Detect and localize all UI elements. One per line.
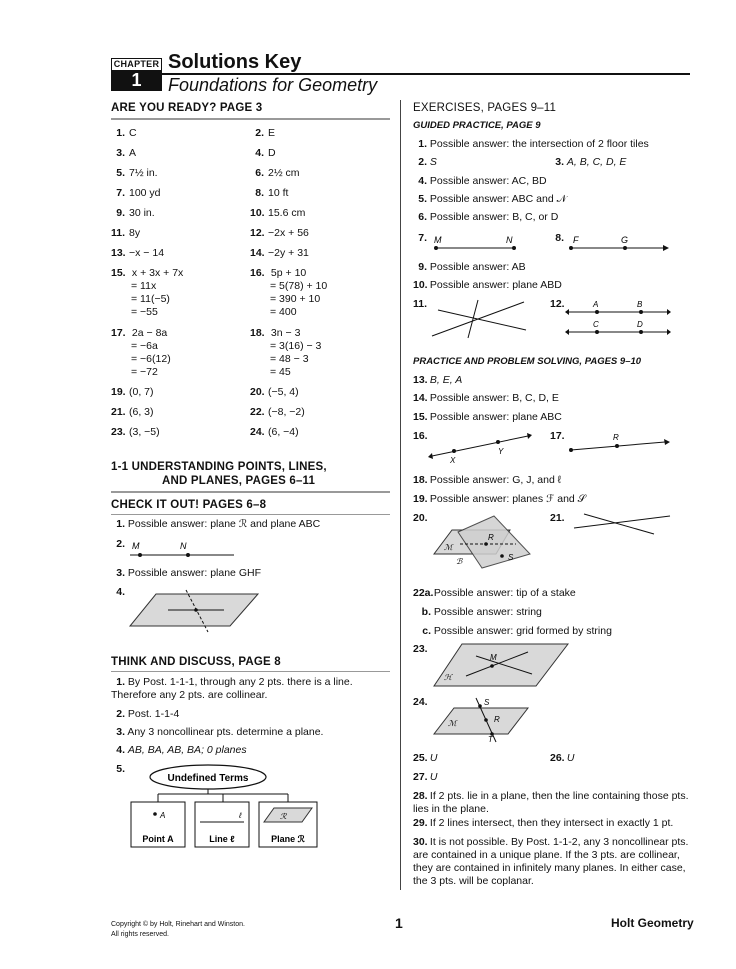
item-number: 19. [413,493,428,505]
answer-item [250,187,288,200]
answer-17 [111,327,171,379]
intersecting-lines-diagram [428,298,533,340]
ex-22b [413,606,542,619]
answer-text: 10 ft [268,187,289,199]
answer-text: Possible answer: grid formed by string [433,625,612,637]
answer-text: A [129,147,137,159]
ex-11 [413,298,427,311]
answer-item [250,127,275,140]
label-S: S [508,553,514,562]
item-number: 6. [418,211,427,223]
ex-3 [550,156,626,169]
item-number: 21. [550,512,565,524]
copyright-text: Copyright © by Holt, Rinehart and Winston. [111,921,245,928]
answer-text: 2½ cm [268,167,300,179]
item-number: 10. [413,279,428,291]
answer-item [250,426,299,439]
answer-line: = −6(12) [131,353,171,365]
guided-practice-title: GUIDED PRACTICE, PAGE 9 [413,120,541,131]
answer-text: −2x + 56 [268,227,309,239]
think-5 [111,763,125,776]
answer-line: 5p + 10 [270,267,307,279]
item-number: 7. [418,232,427,244]
item-number: 2. [418,156,427,168]
item-number: 16. [413,430,428,442]
label-script-B: ℬ [456,557,463,566]
item-number: 28. [413,790,428,802]
answer-text: Possible answer: G, J, and ℓ [429,474,562,486]
item-number: 3. [116,147,125,159]
check-4 [111,586,125,599]
ex-16 [413,430,427,443]
item-number: 12. [550,298,565,310]
answer-16 [250,267,327,319]
label-script-M: ℳ [448,719,457,728]
ex-26 [550,752,575,765]
answer-line: = 11x [131,280,157,292]
item-number: 6. [255,167,264,179]
item-number: 3. [555,156,564,168]
answer-text: −x − 14 [129,247,165,259]
line-mn-diagram [128,540,238,562]
item-number: 11. [111,227,126,239]
chapter-word: CHAPTER [113,59,160,69]
ex-6 [413,211,558,224]
answer-text: S [429,156,437,168]
item-number: 7. [116,187,125,199]
answer-item [250,207,305,220]
crossing-lines-diagram [570,510,675,536]
section-title-exercises: EXERCISES, PAGES 9–11 [413,102,557,114]
answer-item [111,187,161,200]
item-number: 4. [116,586,125,598]
answer-18 [250,327,321,379]
section-underline [111,491,390,493]
label-G: G [621,235,629,245]
item-number: c. [422,625,431,637]
answer-text: 100 yd [129,187,161,199]
answer-line: = 45 [270,366,291,378]
answer-text: Possible answer: plane ABD [429,279,562,291]
lesson-title-line-1: 1-1 UNDERSTANDING POINTS, LINES, [111,461,327,473]
answer-line: = −6a [131,340,158,352]
label-M: M [434,235,442,245]
label-script-H: ℋ [444,673,452,682]
item-number: 12. [250,227,265,239]
answer-text: Post. 1-1-4 [127,708,180,720]
item-number: 1. [116,127,125,139]
item-number: 23. [111,426,126,438]
answer-text: Possible answer: plane ℛ and plane ABC [127,518,321,530]
ray-fg-diagram [565,232,675,254]
ex-8 [550,232,564,245]
item-number: 15. [413,411,428,423]
label-X: X [450,456,456,465]
item-number: 18. [413,474,428,486]
rights-text: All rights reserved. [111,931,169,938]
ex-2 [413,156,437,169]
ex-14 [413,392,559,405]
think-3 [111,726,323,739]
item-number: 2. [116,708,125,720]
ex-1 [413,138,649,151]
ex-17 [550,430,564,443]
ex-25 [413,752,438,765]
item-number: 21. [111,406,126,418]
answer-text: Any 3 noncollinear pts. determine a plane. [127,726,324,738]
answer-text: U [566,752,575,764]
item-number: 11. [413,298,428,310]
answer-text: (−5, 4) [268,386,299,398]
answer-text: 7½ in. [129,167,158,179]
plane-h-diagram [432,642,572,690]
item-number: 30. [413,836,428,848]
label-R: R [613,433,619,442]
answer-text: Possible answer: string [433,606,542,618]
answer-text: C [129,127,137,139]
item-number: 25. [413,752,428,764]
answer-text: It is not possible. By Post. 1-1-2, any 3 noncollinear pts. are contained in a unique plane. If the 3 pts. are collinear, they are contained in infinitely many planes. In either case, the 3 pts. will be coplanar. [413,836,689,887]
ex-30 [413,836,693,888]
answer-text: Possible answer: planes ℱ and 𝒮 [429,493,586,505]
answer-text: Possible answer: B, C, D, E [429,392,559,404]
ex-12 [550,298,564,311]
item-number: 9. [116,207,125,219]
item-number: 23. [413,643,428,655]
item-number: b. [421,606,431,618]
item-number: 10. [250,207,265,219]
item-number: 29. [413,817,428,829]
item-number: 24. [413,696,428,708]
item-number: 4. [418,175,427,187]
ex-24 [413,696,427,709]
answer-item [250,147,276,160]
item-number: 9. [418,261,427,273]
label-T: T [488,735,493,744]
answer-text: (−8, −2) [268,406,305,418]
item-number: 26. [550,752,565,764]
answer-15 [111,267,183,319]
ex-21 [550,512,564,525]
item-number: 4. [255,147,264,159]
answer-text: By Post. 1-1-1, through any 2 pts. there is a line. Therefore any 2 pts. are collinear. [111,676,353,701]
answer-item [111,207,155,220]
answer-text: Possible answer: plane ABC [429,411,562,423]
answer-text: Possible answer: tip of a stake [433,587,576,599]
item-number: 24. [250,426,265,438]
ex-22a [413,587,576,600]
answer-item [250,247,309,260]
ex-15 [413,411,562,424]
item-number: 18. [250,327,265,339]
label-S: S [484,698,490,707]
section-underline [111,671,390,672]
page-title: Solutions Key [168,51,302,73]
label-F: F [573,235,579,245]
answer-text: U [429,771,438,783]
item-number: 5. [116,167,125,179]
answer-text: E [268,127,276,139]
page-subtitle: Foundations for Geometry [168,75,378,95]
think-1 [111,676,381,702]
item-number: 8. [255,187,264,199]
item-number: 14. [413,392,428,404]
answer-line: = −72 [131,366,158,378]
answer-line: = 3(16) − 3 [270,340,322,352]
item-number: 20. [413,512,428,524]
answer-item [250,386,299,399]
ex-19 [413,493,586,506]
label-R: R [488,533,494,542]
ex-13 [413,374,462,387]
item-number: 1. [116,676,125,688]
column-divider [400,100,401,890]
item-number: 1. [418,138,427,150]
answer-item [111,386,154,399]
item-number: 5. [418,193,427,205]
check-3 [111,567,261,580]
answer-text: AB, BA, AB, BA; 0 planes [127,744,247,756]
label-B: B [637,300,643,309]
plane-with-line-diagram [128,588,263,633]
answer-item [250,227,309,240]
think-2 [111,708,179,721]
ex-10 [413,279,562,292]
diagram-plane: Plane ℛ [271,834,305,844]
item-number: 3. [116,726,125,738]
item-number: 20. [250,386,265,398]
section-underline [111,118,390,120]
item-number: 8. [555,232,564,244]
practice-title: PRACTICE AND PROBLEM SOLVING, PAGES 9–10 [413,356,642,367]
answer-text: If 2 pts. lie in a plane, then the line containing those pts. lies in the plane. [413,790,689,815]
item-number: 17. [550,430,565,442]
item-number: 22. [250,406,265,418]
ex-9 [413,261,526,274]
plane-m-line-diagram [432,696,532,744]
label-R: R [494,715,500,724]
lesson-title-line-2: AND PLANES, PAGES 6–11 [162,475,316,487]
intersecting-planes-diagram [430,512,542,572]
label-N: N [506,235,513,245]
answer-item [111,167,158,180]
answer-text: Possible answer: plane GHF [127,567,261,579]
answer-text: (6, −4) [268,426,299,438]
label-D: D [637,320,643,329]
answer-item [111,147,136,160]
item-number: 15. [111,267,126,279]
ray-r-diagram [565,430,675,456]
answer-item [111,127,137,140]
ex-20 [413,512,427,525]
answer-item [250,167,300,180]
diagram-line: Line ℓ [209,834,235,844]
ex-27 [413,771,438,784]
item-number: 4. [116,744,125,756]
item-number: 2. [255,127,264,139]
label-M: M [490,653,497,662]
answer-line: 3n − 3 [270,327,301,339]
answer-item [111,247,164,260]
answer-text: U [429,752,438,764]
label-Y: Y [498,447,504,456]
check-2 [111,538,125,551]
item-number: 2. [116,538,125,550]
chapter-number: 1 [112,70,161,90]
section-title-ready: ARE YOU READY? PAGE 3 [111,102,263,114]
answer-item [111,406,154,419]
ex-22c [413,625,612,638]
answer-text: 15.6 cm [268,207,306,219]
answer-line: = 48 − 3 [270,353,309,365]
ex-4 [413,175,547,188]
answer-text: 8y [129,227,141,239]
answer-text: If 2 lines intersect, then they intersect in exactly 1 pt. [429,817,674,829]
item-number: 27. [413,771,428,783]
answer-text: Possible answer: ABC and 𝒩 [429,193,567,205]
answer-text: 30 in. [129,207,155,219]
answer-line: x + 3x + 7x [131,267,184,279]
answer-text: −2y + 31 [268,247,309,259]
item-number: 14. [250,247,265,259]
item-number: 17. [111,327,126,339]
item-number: 3. [116,567,125,579]
label-N: N [180,541,187,551]
answer-line: = 5(78) + 10 [270,280,328,292]
item-number: 1. [116,518,125,530]
label-M: M [132,541,140,551]
answer-line: = 11(−5) [131,293,170,305]
answer-text: (0, 7) [129,386,154,398]
ex-29 [413,817,693,830]
section-title-check: CHECK IT OUT! PAGES 6–8 [111,499,267,511]
ex-23 [413,643,427,656]
page-number: 1 [395,915,403,931]
chapter-box [111,58,162,91]
answer-text: A, B, C, D, E [566,156,627,168]
diagram-point-label: A [160,811,166,820]
item-number: 13. [111,247,126,259]
line-xy-diagram [428,430,538,466]
answer-line: = 390 + 10 [270,293,321,305]
answer-item [111,227,140,240]
think-4 [111,744,247,757]
answer-line: = −55 [131,306,158,318]
parallel-lines-diagram [565,298,675,340]
answer-text: D [268,147,276,159]
book-title: Holt Geometry [611,916,694,930]
diagram-line-label: ℓ [239,811,242,820]
segment-mn-diagram [428,232,536,254]
item-number: 13. [413,374,428,386]
answer-text: B, E, A [429,374,463,386]
ex-18 [413,474,561,487]
answer-line: 2a − 8a [131,327,168,339]
ex-5 [413,193,567,206]
section-title-think: THINK AND DISCUSS, PAGE 8 [111,656,281,668]
item-number: 5. [116,763,125,775]
ex-7 [413,232,427,245]
answer-text: (3, −5) [129,426,160,438]
label-A: A [593,300,599,309]
item-number: 16. [250,267,265,279]
answer-item [250,406,305,419]
answer-text: Possible answer: AB [429,261,526,273]
diagram-root-label: Undefined Terms [167,773,249,784]
answer-item [111,426,160,439]
section-underline [111,514,390,515]
footer-copyright [111,920,245,940]
label-script-M: ℳ [444,543,453,552]
label-C: C [593,320,599,329]
answer-line: = 400 [270,306,297,318]
answer-text: (6, 3) [129,406,154,418]
answer-text: Possible answer: the intersection of 2 floor tiles [429,138,649,150]
diagram-point: Point A [142,834,174,844]
item-number: 19. [111,386,126,398]
diagram-plane-label: ℛ [280,812,287,821]
answer-text: Possible answer: B, C, or D [429,211,559,223]
ex-28 [413,790,693,816]
item-number: 22a. [413,587,434,599]
check-1 [111,518,320,531]
undefined-terms-diagram [128,762,323,852]
answer-text: Possible answer: AC, BD [429,175,547,187]
